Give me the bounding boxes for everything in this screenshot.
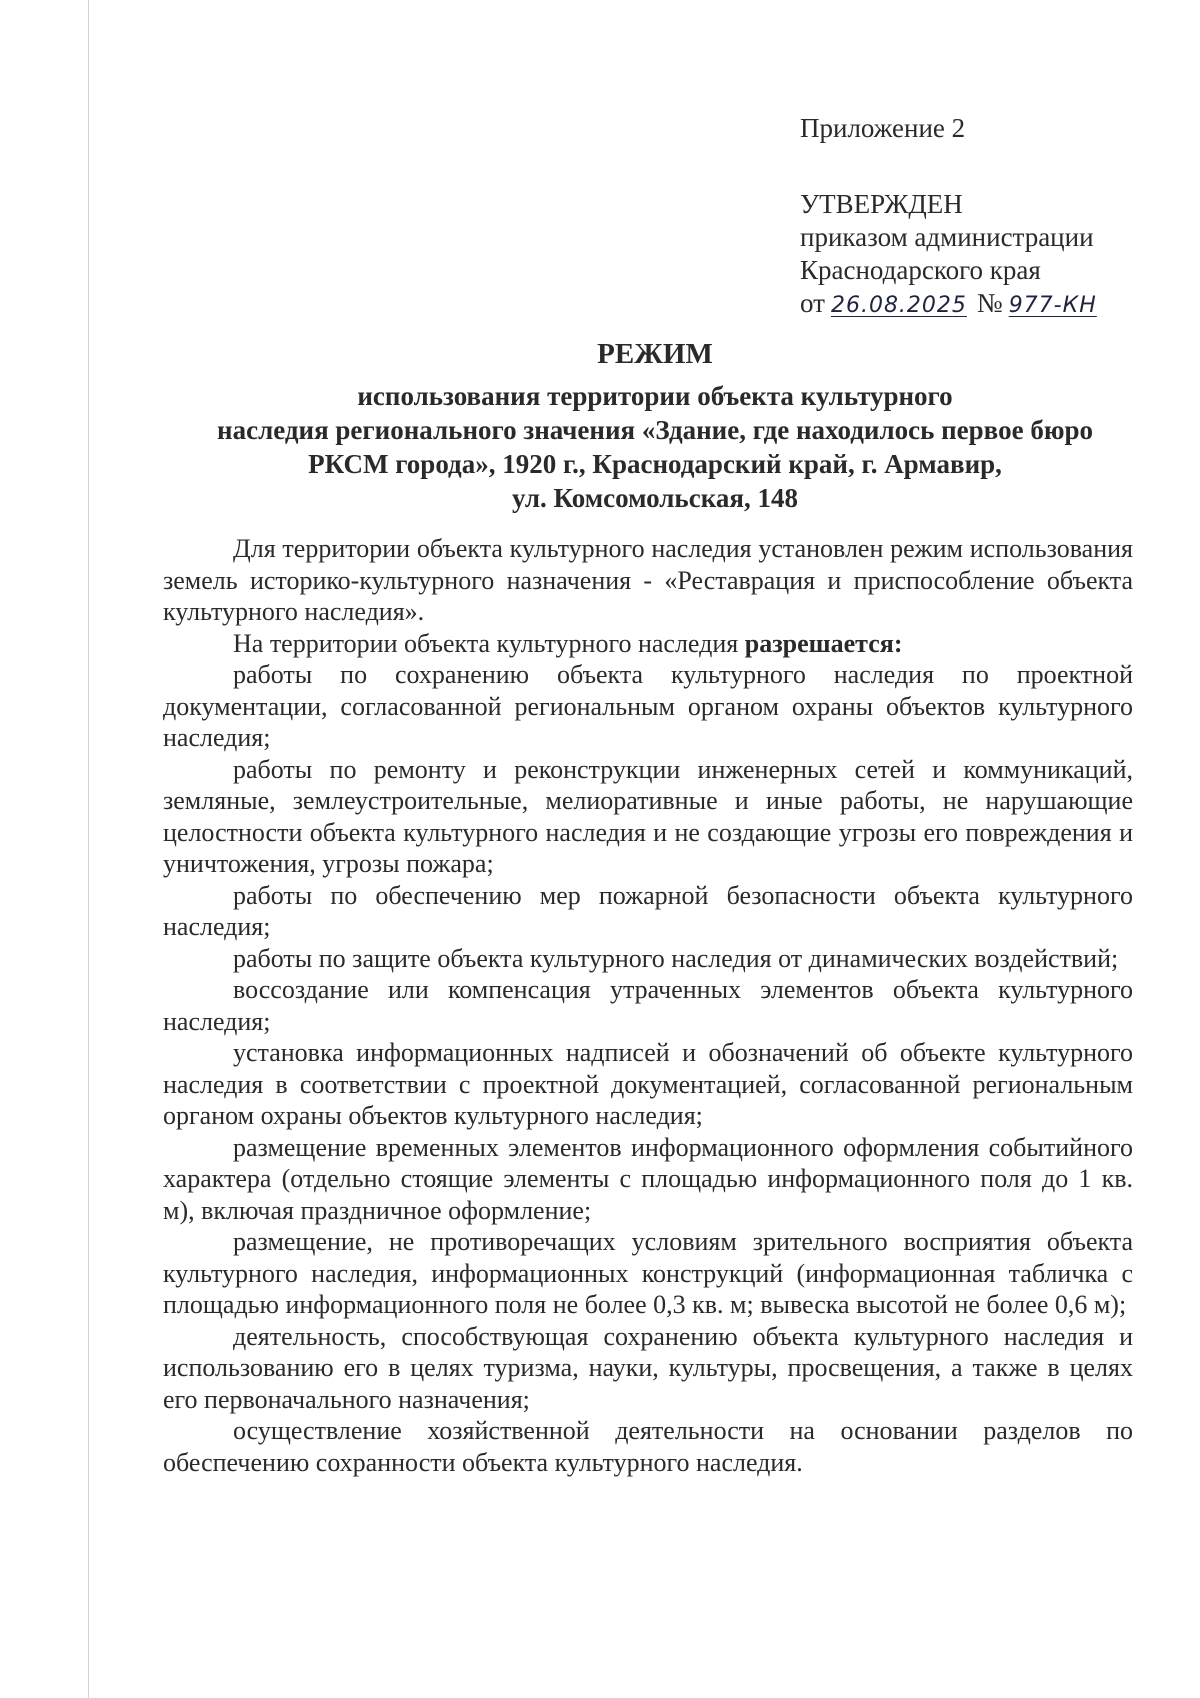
document-body xyxy=(163,533,1133,1478)
allowed-item-3: работы по обеспечению мер пожарной безопасности объекта культурного наследия; xyxy=(163,880,1133,941)
allowed-item-5: воссоздание или компенсация утраченных элементов объекта культурного наследия; xyxy=(163,975,1133,1036)
title-line-2: наследия регионального значения «Здание, где находилось первое бюро xyxy=(217,415,1093,445)
appendix-label: Приложение 2 xyxy=(800,113,966,143)
order-number-handwritten: 977-КН xyxy=(1008,293,1097,318)
order-date-handwritten: 26.08.2025 xyxy=(830,293,967,318)
allowed-item-4: работы по защите объекта культурного наследия от динамических воздействий; xyxy=(233,943,1119,973)
order-line-1: приказом администрации xyxy=(800,222,1094,252)
allowed-lead: На территории объекта культурного наследия xyxy=(233,628,745,658)
allowed-item-10: осуществление хозяйственной деятельности на основании разделов по обеспечению сохранности объекта культурного наследия. xyxy=(163,1416,1133,1477)
title-line-3: РКСМ города», 1920 г., Краснодарский край, г. Армавир, xyxy=(308,449,1002,479)
document-title xyxy=(160,337,1150,515)
intro-paragraph: Для территории объекта культурного наследия установлен режим использования земель историко-культурного назначения - «Реставрация и приспособление объекта культурного наследия». xyxy=(163,534,1133,626)
approval-block xyxy=(800,112,1160,322)
allowed-item-9: деятельность, способствующая сохранению объекта культурного наследия и использованию его в целях туризма, науки, культуры, просвещения, а также в целях его первоначального назначения; xyxy=(163,1321,1133,1414)
allowed-item-7: размещение временных элементов информационного оформления событийного характера (отдельно стоящие элементы с площадью информационного поля до 1 кв. м), включая праздничное оформление; xyxy=(163,1132,1133,1225)
allowed-heading-paragraph xyxy=(163,628,1133,660)
order-line-2: Краснодарского края xyxy=(800,255,1041,285)
order-date-line xyxy=(800,287,1160,322)
scan-edge-line xyxy=(88,0,89,1698)
date-prefix: от xyxy=(800,288,825,318)
title-line-1: использования территории объекта культурного xyxy=(357,381,953,411)
allowed-item-8: размещение, не противоречащих условиям зрительного восприятия объекта культурного наследия, информационных конструкций (информационная табличка с площадью информационного поля не более 0,3 кв. м; вывеска высотой не более 0,6 м); xyxy=(163,1227,1133,1319)
title-main: РЕЖИМ xyxy=(597,338,713,370)
allowed-item-2: работы по ремонту и реконструкции инженерных сетей и коммуникаций, земляные, землеустроительные, мелиоративные и иные работы, не нарушающие целостности объекта культурного наследия и не создающие угрозы его повреждения и уничтожения, угрозы пожара; xyxy=(163,754,1133,878)
allowed-bold: разрешается: xyxy=(744,628,903,658)
allowed-item-6: установка информационных надписей и обозначений об объекте культурного наследия в соответствии с проектной документацией, согласованной региональным органом охраны объектов культурного наследия; xyxy=(163,1038,1133,1130)
approved-label: УТВЕРЖДЕН xyxy=(800,189,963,219)
title-line-4: ул. Комсомольская, 148 xyxy=(512,483,798,513)
allowed-item-1: работы по сохранению объекта культурного наследия по проектной документации, согласованной региональным органом охраны объектов культурного наследия; xyxy=(163,660,1133,752)
number-prefix: № xyxy=(976,288,1003,318)
